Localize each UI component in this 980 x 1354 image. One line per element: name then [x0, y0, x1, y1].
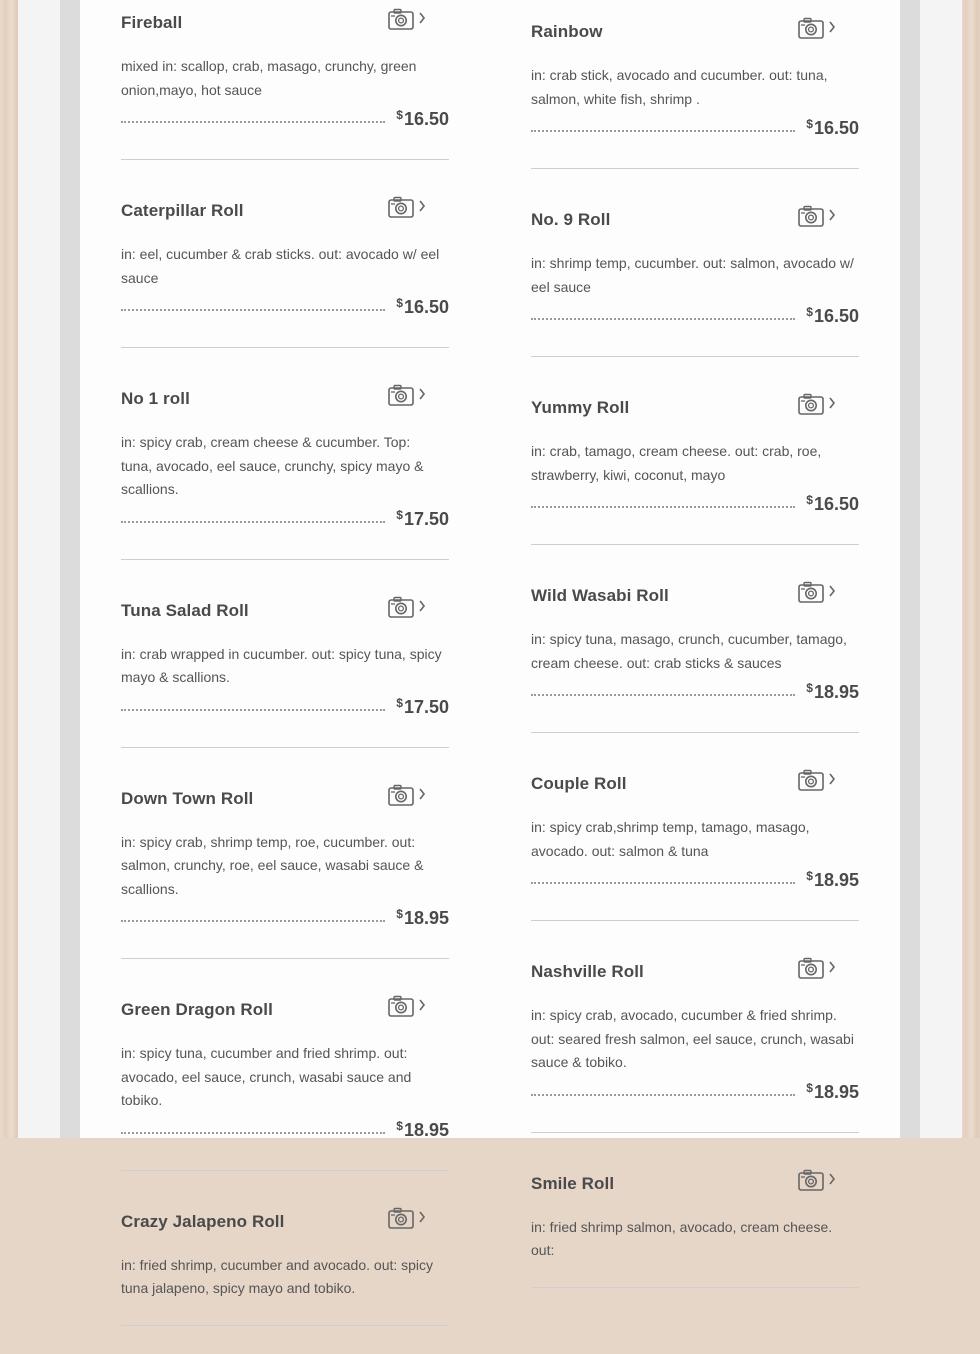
price-value: 18.95	[813, 682, 859, 702]
currency-symbol: $	[806, 305, 813, 319]
view-photo-button[interactable]	[387, 196, 437, 218]
menu-item-description: in: fried shrimp, cucumber and avocado. out: spicy tuna jalapeno, spicy mayo and tobiko.	[121, 1256, 434, 1296]
camera-icon	[797, 393, 847, 415]
view-photo-button[interactable]	[797, 393, 847, 415]
menu-item	[121, 987, 449, 1171]
view-photo-button[interactable]	[387, 1207, 437, 1229]
price-value: 18.95	[813, 1081, 859, 1102]
currency-symbol: $	[806, 681, 813, 695]
menu-item-price	[806, 305, 859, 327]
price-value: 18.95	[403, 908, 449, 928]
camera-icon	[797, 957, 847, 979]
menu-column-right	[531, 0, 859, 1316]
price-value: 16.50	[813, 494, 859, 514]
view-photo-button[interactable]	[797, 581, 847, 603]
menu-item	[531, 573, 859, 733]
view-photo-button[interactable]	[797, 1169, 847, 1191]
menu-item-header	[121, 784, 449, 814]
camera-icon	[387, 384, 437, 406]
menu-item-description: in: eel, cucumber & crab sticks. out: avocado w/ eel sauce	[121, 246, 440, 286]
menu-item-description: in: spicy crab, cream cheese & cucumber. Top: tuna, avocado, eel sauce, crunchy, spicy mayo & scallions.	[121, 434, 424, 497]
price-value: 18.95	[813, 870, 859, 890]
menu-item-header	[121, 8, 449, 38]
view-photo-button[interactable]	[387, 995, 437, 1017]
menu-item-header	[121, 596, 449, 626]
view-photo-button[interactable]	[797, 957, 847, 979]
menu-item-description: in: fried shrimp salmon, avocado, cream cheese. out:	[531, 1218, 833, 1258]
menu-item-header	[121, 995, 449, 1025]
chevron-right-icon	[830, 1174, 834, 1184]
menu-item-price	[396, 907, 449, 929]
menu-item-price	[806, 117, 859, 139]
menu-item-price-row	[121, 1118, 449, 1146]
price-leader-dots	[121, 1132, 385, 1134]
menu-item-header	[531, 1169, 859, 1199]
menu-item-name: Fireball	[121, 13, 183, 32]
chevron-right-icon	[830, 774, 834, 784]
menu-item-name: Rainbow	[531, 22, 603, 41]
menu-item-name: Wild Wasabi Roll	[531, 586, 669, 605]
chevron-right-icon	[420, 601, 424, 611]
camera-icon	[387, 8, 437, 30]
menu-item-description: in: crab wrapped in cucumber. out: spicy tuna, spicy mayo & scallions.	[121, 645, 442, 685]
menu-item	[121, 376, 449, 560]
currency-symbol: $	[806, 493, 813, 507]
camera-icon	[387, 1207, 437, 1229]
camera-icon	[797, 17, 847, 39]
chevron-right-icon	[420, 201, 424, 211]
price-leader-dots	[531, 882, 795, 884]
currency-symbol: $	[396, 907, 403, 921]
menu-item-description: in: spicy tuna, masago, crunch, cucumber, tamago, cream cheese. out: crab sticks & sauces	[531, 631, 847, 671]
menu-item	[121, 0, 449, 160]
menu-item-name: No 1 roll	[121, 389, 190, 408]
chevron-right-icon	[420, 789, 424, 799]
menu-item	[531, 949, 859, 1133]
camera-icon	[387, 596, 437, 618]
price-leader-dots	[531, 506, 795, 508]
menu-item-name: Tuna Salad Roll	[121, 600, 249, 620]
menu-item-header	[121, 1207, 449, 1237]
menu-item-description: mixed in: scallop, crab, masago, crunchy, green onion,mayo, hot sauce	[121, 58, 417, 98]
menu-item-header	[531, 17, 859, 47]
menu-item-price	[396, 296, 449, 318]
chevron-right-icon	[830, 210, 834, 220]
menu-item-name: Yummy Roll	[531, 398, 630, 417]
menu-item-price-row	[531, 680, 859, 708]
menu-item-name: Couple Roll	[531, 774, 627, 793]
menu-item-name: Down Town Roll	[121, 788, 254, 808]
price-value: 17.50	[403, 508, 449, 529]
view-photo-button[interactable]	[387, 784, 437, 806]
price-leader-dots	[121, 309, 385, 311]
menu-item-price-row	[531, 304, 859, 332]
menu-item-price-row	[121, 695, 449, 723]
currency-symbol: $	[396, 695, 403, 710]
view-photo-button[interactable]	[387, 596, 437, 618]
menu-item	[121, 1199, 449, 1326]
menu-item-price-row	[531, 492, 859, 520]
menu-item	[531, 1161, 859, 1288]
menu-item-description: in: spicy crab, shrimp temp, roe, cucumber. out: salmon, crunchy, roe, eel sauce, wasabi sauce & scallions.	[121, 833, 424, 897]
menu-paper	[80, 0, 900, 1296]
price-value: 16.50	[813, 306, 859, 326]
currency-symbol: $	[396, 108, 403, 122]
menu-item-name: Green Dragon Roll	[121, 1000, 273, 1019]
menu-item-name: Smile Roll	[531, 1173, 615, 1193]
chevron-right-icon	[420, 1212, 424, 1222]
price-leader-dots	[121, 521, 385, 523]
view-photo-button[interactable]	[797, 17, 847, 39]
view-photo-button[interactable]	[797, 205, 847, 227]
menu-column-left	[121, 0, 449, 1354]
menu-item-price	[396, 108, 449, 130]
menu-item-price	[806, 869, 859, 891]
menu-item-header	[531, 769, 859, 799]
menu-item	[531, 9, 859, 169]
camera-icon	[797, 1169, 847, 1191]
menu-item	[531, 197, 859, 357]
menu-item-name: No. 9 Roll	[531, 210, 611, 229]
menu-item-price	[396, 696, 449, 718]
price-leader-dots	[531, 694, 795, 696]
menu-item-header	[531, 393, 859, 423]
menu-item-description: in: spicy crab, avocado, cucumber & fried shrimp. out: seared fresh salmon, eel sauce, crunch, wasabi sauce & tobiko.	[531, 1007, 854, 1070]
menu-item-header	[121, 384, 449, 414]
currency-symbol: $	[806, 117, 813, 131]
menu-item-price-row	[121, 507, 449, 535]
menu-item-description: in: spicy crab,shrimp temp, tamago, masago, avocado. out: salmon & tuna	[531, 819, 810, 859]
camera-icon	[387, 196, 437, 218]
chevron-right-icon	[830, 586, 834, 596]
camera-icon	[387, 995, 437, 1017]
chevron-right-icon	[830, 398, 834, 408]
menu-item-price	[806, 681, 859, 703]
menu-item-price-row	[121, 906, 449, 934]
price-value: 16.50	[403, 109, 449, 129]
menu-item-price-row	[531, 1080, 859, 1108]
chevron-right-icon	[420, 389, 424, 399]
menu-item-price-row	[531, 868, 859, 896]
price-leader-dots	[121, 920, 385, 922]
menu-item-price	[806, 493, 859, 515]
menu-item-description: in: spicy tuna, cucumber and fried shrimp. out: avocado, eel sauce, crunch, wasabi sauce and tobiko.	[121, 1045, 412, 1108]
menu-item-price-row	[121, 295, 449, 323]
price-leader-dots	[121, 709, 385, 711]
price-value: 17.50	[403, 696, 449, 717]
menu-item-header	[531, 205, 859, 235]
menu-item-description: in: shrimp temp, cucumber. out: salmon, avocado w/ eel sauce	[531, 255, 854, 295]
menu-item-price	[396, 1119, 449, 1141]
menu-item-header	[531, 581, 859, 611]
menu-item-name: Caterpillar Roll	[121, 201, 244, 220]
menu-item	[121, 588, 449, 748]
menu-item	[121, 188, 449, 348]
camera-icon	[387, 784, 437, 806]
menu-item-price	[806, 1081, 859, 1103]
chevron-right-icon	[420, 13, 424, 23]
menu-item-header	[121, 196, 449, 226]
menu-item	[531, 761, 859, 921]
menu-item-description: in: crab stick, avocado and cucumber. out: tuna, salmon, white fish, shrimp .	[531, 67, 828, 107]
menu-item	[531, 385, 859, 545]
camera-icon	[797, 581, 847, 603]
price-value: 16.50	[813, 118, 859, 138]
chevron-right-icon	[830, 962, 834, 972]
chevron-right-icon	[420, 1000, 424, 1010]
currency-symbol: $	[806, 869, 813, 883]
view-photo-button[interactable]	[387, 384, 437, 406]
menu-item	[121, 776, 449, 960]
camera-icon	[797, 769, 847, 791]
price-leader-dots	[531, 130, 795, 132]
menu-item-description: in: crab, tamago, cream cheese. out: crab, roe, strawberry, kiwi, coconut, mayo	[531, 443, 822, 483]
currency-symbol: $	[396, 296, 403, 310]
price-leader-dots	[121, 121, 385, 123]
currency-symbol: $	[396, 507, 403, 522]
menu-item-name: Nashville Roll	[531, 962, 644, 981]
menu-item-price	[396, 508, 449, 530]
price-value: 16.50	[403, 297, 449, 317]
price-leader-dots	[531, 1094, 795, 1096]
menu-item-name: Crazy Jalapeno Roll	[121, 1211, 285, 1231]
menu-item-header	[531, 957, 859, 987]
price-value: 18.95	[403, 1119, 449, 1140]
currency-symbol: $	[396, 1118, 403, 1133]
menu-item-price-row	[121, 107, 449, 135]
chevron-right-icon	[830, 22, 834, 32]
view-photo-button[interactable]	[387, 8, 437, 30]
camera-icon	[797, 205, 847, 227]
price-leader-dots	[531, 318, 795, 320]
view-photo-button[interactable]	[797, 769, 847, 791]
menu-item-price-row	[531, 116, 859, 144]
currency-symbol: $	[806, 1080, 813, 1095]
